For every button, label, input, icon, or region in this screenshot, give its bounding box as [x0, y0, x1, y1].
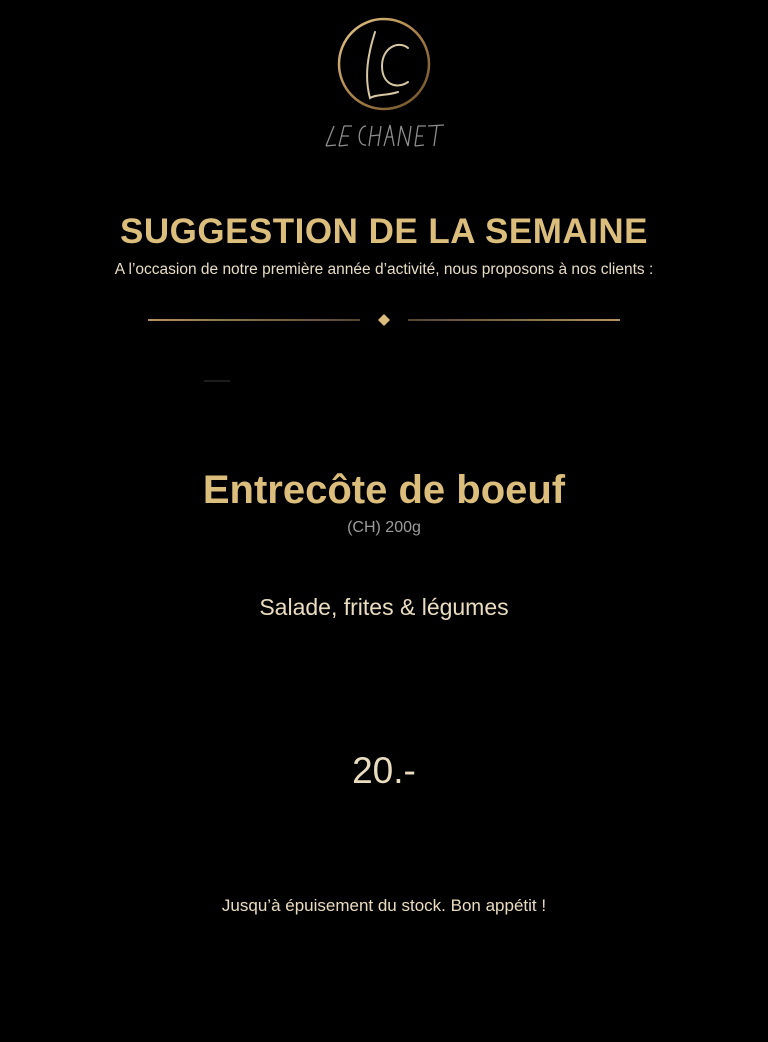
dish-sides: Salade, frites & légumes	[259, 594, 509, 620]
logo-emblem	[304, 14, 464, 164]
restaurant-logo	[0, 14, 768, 164]
page-title: SUGGESTION DE LA SEMAINE	[120, 212, 648, 251]
ornamental-divider	[140, 308, 628, 332]
footer-note: Jusqu’à épuisement du stock. Bon appétit !	[221, 896, 547, 915]
dish-name: Entrecôte de boeuf	[202, 468, 566, 512]
dish-origin: (CH) 200g	[347, 519, 421, 536]
subtitle: A l’occasion de notre première année d’activité, nous proposons à nos clients :	[114, 261, 654, 278]
dish-price: 20.-	[352, 750, 416, 791]
diamond-icon	[378, 314, 390, 326]
decorative-dash	[204, 380, 230, 382]
